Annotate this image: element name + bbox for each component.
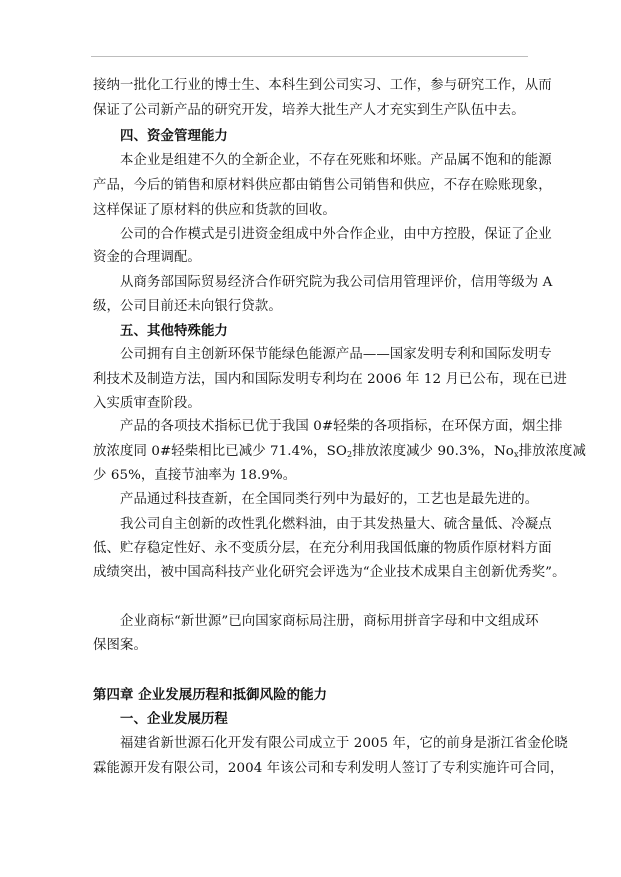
- text-line: 低、贮存稳定性好、永不变质分层，在充分利用我国低廉的物质作原材料方面: [93, 541, 552, 556]
- text-line: 本企业是组建不久的全新企业，不存在死账和坏账。产品属不饱和的能源: [120, 153, 552, 168]
- text-line: 保证了公司新产品的研究开发，培养大批生产人才充实到生产队伍中去。: [93, 103, 525, 118]
- text-line: 资金的合理调配。: [93, 250, 201, 265]
- emission-text-part: 排放浓度减: [518, 444, 587, 459]
- chapter-heading: 第四章 企业发展历程和抵御风险的能力: [93, 687, 328, 703]
- text-line: 级，公司目前还未向银行贷款。: [93, 299, 282, 314]
- text-line: 企业商标“新世源”已向国家商标局注册，商标用拼音字母和中文组成环: [120, 614, 539, 629]
- text-line: 霖能源开发有限公司，2004 年该公司和专利发明人签订了专利实施许可合同，: [93, 761, 564, 776]
- emission-text-part: 排放浓度减少 90.3%，No: [352, 444, 514, 459]
- subscript-text: x: [513, 450, 519, 459]
- text-line: 从商务部国际贸易经济合作研究院为我公司信用管理评价，信用等级为 A: [120, 275, 553, 290]
- text-line: 公司拥有自主创新环保节能绿色能源产品——国家发明专利和国际发明专: [120, 347, 552, 362]
- text-line: 公司的合作模式是引进资金组成中外合作企业，由中方控股，保证了企业: [120, 227, 552, 242]
- header-rule: [91, 56, 528, 57]
- text-line: 利技术及制造方法，国内和国际发明专利均在 2006 年 12 月已公布，现在已进: [93, 372, 567, 387]
- subscript-text: 2: [346, 450, 353, 459]
- emission-text-part: 放浓度同 0#轻柴相比已减少 71.4%，SO: [93, 444, 347, 459]
- text-line: 入实质审查阶段。: [93, 396, 201, 411]
- text-line: 接纳一批化工行业的博士生、本科生到公司实习、工作，参与研究工作，从而: [93, 78, 552, 93]
- section-heading: 四、资金管理能力: [120, 128, 228, 144]
- text-line: 产品，今后的销售和原材料供应都由销售公司销售和供应，不存在赊账现象，: [93, 178, 552, 193]
- text-line: 成绩突出，被中国高科技产业化研究会评选为“企业技术成果自主创新优秀奖”。: [93, 565, 566, 580]
- emission-text-line: [93, 444, 586, 460]
- text-line: 福建省新世源石化开发有限公司成立于 2005 年，它的前身是浙江省金伦晓: [120, 736, 568, 751]
- text-line: 产品的各项技术指标已优于我国 0#轻柴的各项指标，在环保方面，烟尘排: [120, 419, 563, 434]
- text-line: 保图案。: [93, 638, 147, 653]
- text-line: 我公司自主创新的改性乳化燃料油，由于其发热量大、硫含量低、冷凝点: [120, 517, 552, 532]
- text-line: 少 65%，直接节油率为 18.9%。: [93, 468, 297, 483]
- text-line: 这样保证了原材料的供应和货款的回收。: [93, 203, 336, 218]
- section-heading: 一、企业发展历程: [120, 711, 228, 727]
- section-heading: 五、其他特殊能力: [120, 323, 228, 339]
- text-line: 产品通过科技查新，在全国同类行列中为最好的，工艺也是最先进的。: [120, 492, 539, 507]
